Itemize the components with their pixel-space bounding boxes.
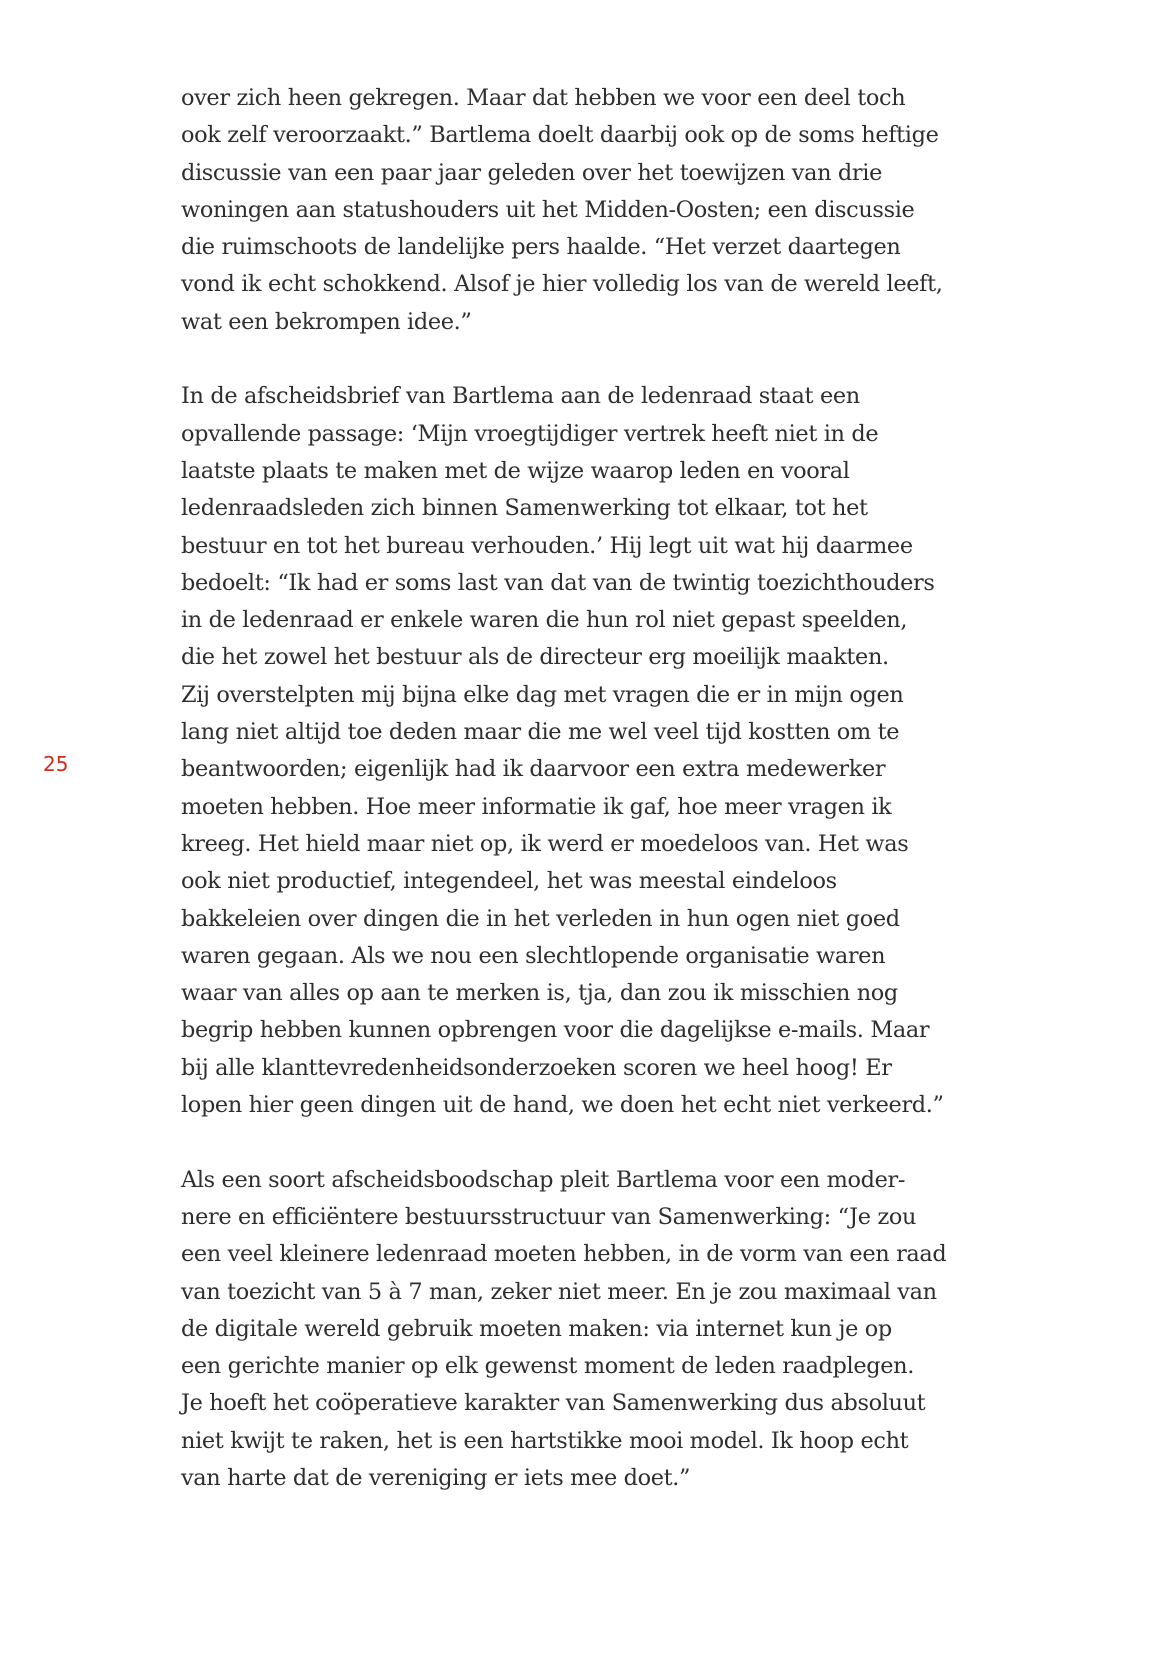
text-line: In de afscheidsbrief van Bartlema aan de ledenraad staat een [181,383,860,410]
text-line: lopen hier geen dingen uit de hand, we doen het echt niet verkeerd.” [181,1092,944,1119]
text-line: die het zowel het bestuur als de directeur erg moeilijk maakten. [181,644,889,671]
text-line: ook zelf veroorzaakt.” Bartlema doelt daarbij ook op de soms heftige [181,122,939,149]
text-line: opvallende passage: ‘Mijn vroegtijdiger vertrek heeft niet in de [181,420,879,447]
text-line: waar van alles op aan te merken is, tja, dan zou ik misschien nog [181,980,898,1007]
text-line: wat een bekrompen idee.” [181,308,472,335]
text-line: de digitale wereld gebruik moeten maken: via internet kun je op [181,1315,892,1342]
text-line: van harte dat de vereniging er iets mee doet.” [181,1464,691,1491]
text-line: discussie van een paar jaar geleden over het toewijzen van drie [181,159,882,186]
text-line: bakkeleien over dingen die in het verleden in hun ogen niet goed [181,905,900,932]
page-number: 25 [43,752,69,776]
text-line: bestuur en tot het bureau verhouden.’ Hij legt uit wat hij daarmee [181,532,913,559]
text-line: van toezicht van 5 à 7 man, zeker niet meer. En je zou maximaal van [181,1278,937,1305]
text-line: ledenraadsleden zich binnen Samenwerking tot elkaar, tot het [181,495,868,522]
text-line: kreeg. Het hield maar niet op, ik werd er moedeloos van. Het was [181,830,909,857]
text-line: een gerichte manier op elk gewenst moment de leden raadplegen. [181,1353,914,1380]
paragraph [181,80,1061,341]
text-line: bedoelt: “Ik had er soms last van dat van de twintig toezichthouders [181,569,935,596]
text-line: woningen aan statushouders uit het Midden-Oosten; een discussie [181,196,915,223]
paragraph [181,378,1061,1124]
paragraph [181,1162,1061,1498]
text-line: vond ik echt schokkend. Alsof je hier volledig los van de wereld leeft, [181,271,943,298]
text-line: waren gegaan. Als we nou een slechtlopende organisatie waren [181,942,886,969]
text-line: een veel kleinere ledenraad moeten hebben, in de vorm van een raad [181,1241,947,1268]
text-line: Zij overstelpten mij bijna elke dag met vragen die er in mijn ogen [181,681,904,708]
text-line: begrip hebben kunnen opbrengen voor die dagelijkse e-mails. Maar [181,1017,930,1044]
article-body [181,80,1061,1535]
text-line: in de ledenraad er enkele waren die hun rol niet gepast speelden, [181,607,908,634]
text-line: moeten hebben. Hoe meer informatie ik gaf, hoe meer vragen ik [181,793,892,820]
text-line: die ruimschoots de landelijke pers haalde. “Het verzet daartegen [181,234,901,261]
text-line: bij alle klanttevredenheidsonderzoeken scoren we heel hoog! Er [181,1054,892,1081]
text-line: laatste plaats te maken met de wijze waarop leden en vooral [181,457,850,484]
text-line: nere en efficiëntere bestuursstructuur van Samenwerking: “Je zou [181,1203,917,1230]
text-line: ook niet productief, integendeel, het was meestal eindeloos [181,868,837,895]
text-line: lang niet altijd toe deden maar die me wel veel tijd kostten om te [181,719,900,746]
text-line: over zich heen gekregen. Maar dat hebben we voor een deel toch [181,85,906,111]
text-line: beantwoorden; eigenlijk had ik daarvoor een extra medewerker [181,756,886,783]
text-line: Je hoeft het coöperatieve karakter van Samenwerking dus absoluut [181,1390,926,1417]
text-line: niet kwijt te raken, het is een hartstikke mooi model. Ik hoop echt [181,1427,909,1454]
text-line: Als een soort afscheidsboodschap pleit Bartlema voor een moder- [181,1166,906,1193]
